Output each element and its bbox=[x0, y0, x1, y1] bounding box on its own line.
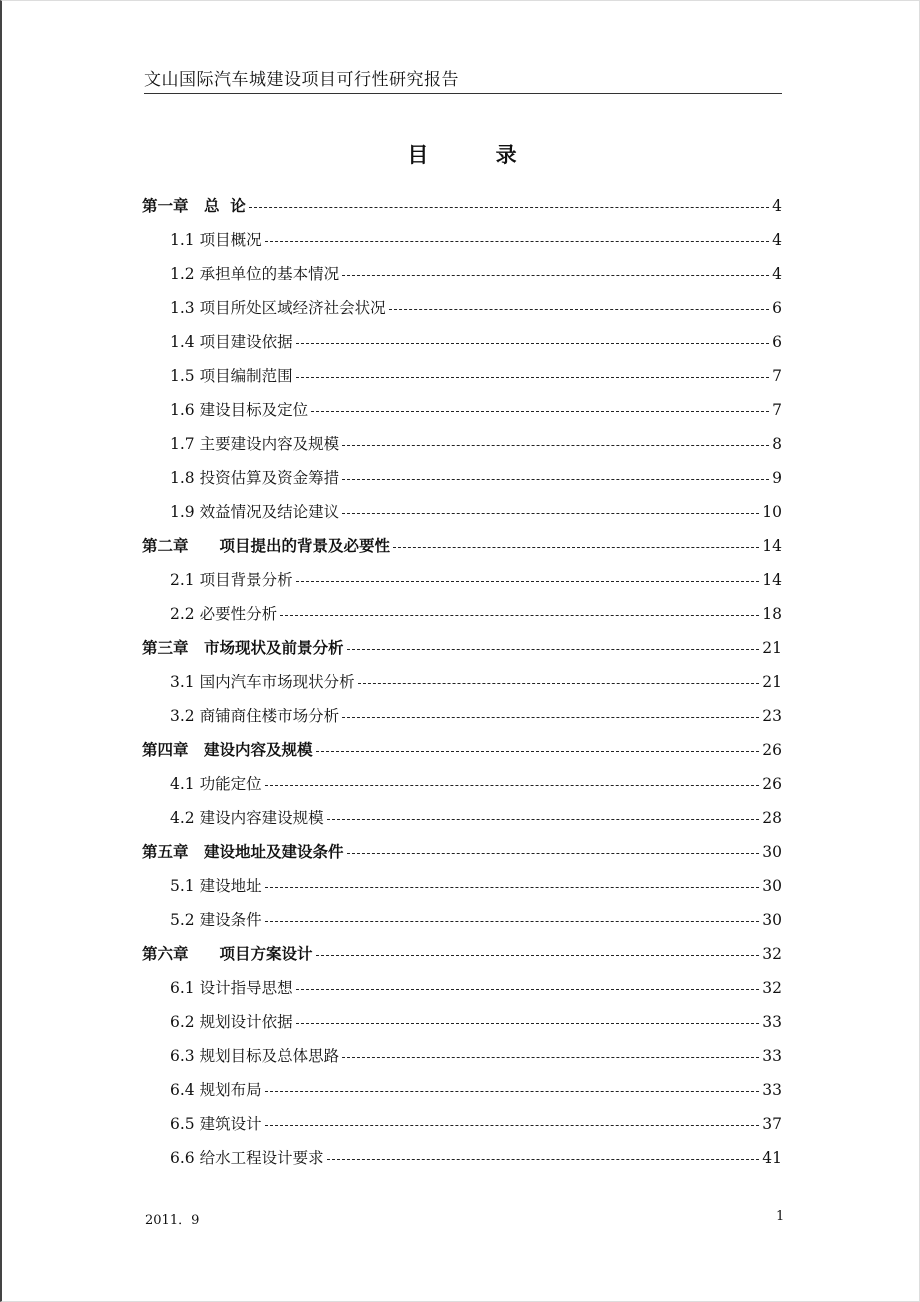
toc-entry-label: 2.2 必要性分析 bbox=[170, 605, 278, 623]
toc-leader-dots bbox=[265, 886, 760, 888]
toc-leader-dots bbox=[316, 750, 760, 752]
toc-entry-page: 7 bbox=[772, 401, 782, 419]
toc-entry-page: 14 bbox=[762, 571, 782, 589]
toc-entry-page: 33 bbox=[762, 1013, 782, 1031]
toc-leader-dots bbox=[311, 410, 769, 412]
footer-page-number: 1 bbox=[776, 1209, 785, 1224]
toc-entry-label: 1.5 项目编制范围 bbox=[170, 367, 293, 385]
toc-leader-dots bbox=[342, 444, 769, 446]
toc-entry-label: 6.6 给水工程设计要求 bbox=[170, 1149, 324, 1167]
toc-section-entry[interactable] bbox=[142, 1005, 782, 1039]
toc-entry-label: 6.2 规划设计依据 bbox=[170, 1013, 293, 1031]
toc-section-entry[interactable] bbox=[142, 1141, 782, 1175]
toc-entry-page: 33 bbox=[762, 1081, 782, 1099]
toc-entry-page: 32 bbox=[762, 945, 782, 963]
toc-entry-page: 33 bbox=[762, 1047, 782, 1065]
toc-entry-page: 37 bbox=[762, 1115, 782, 1133]
toc-entry-page: 21 bbox=[762, 639, 782, 657]
toc-entry-label: 1.6 建设目标及定位 bbox=[170, 401, 309, 419]
toc-leader-dots bbox=[347, 648, 760, 650]
toc-section-entry[interactable] bbox=[142, 325, 782, 359]
toc-entry-label: 第六章 项目方案设计 bbox=[142, 945, 313, 963]
toc-entry-page: 30 bbox=[762, 877, 782, 895]
toc-section-entry[interactable] bbox=[142, 1073, 782, 1107]
toc-leader-dots bbox=[265, 784, 760, 786]
toc-section-entry[interactable] bbox=[142, 665, 782, 699]
toc-entry-page: 10 bbox=[762, 503, 782, 521]
toc-entry-page: 21 bbox=[762, 673, 782, 691]
toc-leader-dots bbox=[327, 1158, 760, 1160]
toc-entry-label: 第五章 建设地址及建设条件 bbox=[142, 843, 344, 861]
toc-entry-label: 1.4 项目建设依据 bbox=[170, 333, 293, 351]
toc-entry-page: 4 bbox=[772, 197, 782, 215]
toc-entry-label: 第一章 总 论 bbox=[142, 197, 246, 215]
toc-leader-dots bbox=[296, 342, 769, 344]
toc-section-entry[interactable] bbox=[142, 393, 782, 427]
toc-leader-dots bbox=[342, 274, 769, 276]
toc-entry-page: 30 bbox=[762, 911, 782, 929]
toc-entry-page: 23 bbox=[762, 707, 782, 725]
toc-leader-dots bbox=[280, 614, 759, 616]
toc-entry-label: 1.2 承担单位的基本情况 bbox=[170, 265, 340, 283]
toc-leader-dots bbox=[393, 546, 759, 548]
toc-section-entry[interactable] bbox=[142, 597, 782, 631]
toc-entry-label: 第二章 项目提出的背景及必要性 bbox=[142, 537, 391, 555]
toc-entry-label: 6.5 建筑设计 bbox=[170, 1115, 262, 1133]
toc-entry-label: 1.3 项目所处区域经济社会状况 bbox=[170, 299, 386, 317]
toc-entry-label: 1.7 主要建设内容及规模 bbox=[170, 435, 340, 453]
toc-leader-dots bbox=[342, 716, 759, 718]
toc-entry-label: 第四章 建设内容及规模 bbox=[142, 741, 313, 759]
table-of-contents bbox=[142, 189, 782, 1175]
toc-entry-label: 4.1 功能定位 bbox=[170, 775, 262, 793]
toc-section-entry[interactable] bbox=[142, 495, 782, 529]
toc-entry-page: 26 bbox=[762, 775, 782, 793]
toc-entry-label: 1.8 投资估算及资金筹措 bbox=[170, 469, 340, 487]
toc-leader-dots bbox=[342, 1056, 759, 1058]
toc-leader-dots bbox=[249, 206, 769, 208]
toc-chapter-entry[interactable] bbox=[142, 529, 782, 563]
toc-entry-page: 32 bbox=[762, 979, 782, 997]
toc-entry-label: 5.1 建设地址 bbox=[170, 877, 262, 895]
toc-section-entry[interactable] bbox=[142, 427, 782, 461]
toc-section-entry[interactable] bbox=[142, 461, 782, 495]
toc-section-entry[interactable] bbox=[142, 223, 782, 257]
toc-section-entry[interactable] bbox=[142, 767, 782, 801]
toc-entry-label: 3.2 商铺商住楼市场分析 bbox=[170, 707, 340, 725]
toc-section-entry[interactable] bbox=[142, 359, 782, 393]
toc-entry-label: 2.1 项目背景分析 bbox=[170, 571, 293, 589]
toc-leader-dots bbox=[342, 478, 769, 480]
toc-section-entry[interactable] bbox=[142, 699, 782, 733]
toc-leader-dots bbox=[358, 682, 760, 684]
toc-entry-label: 4.2 建设内容建设规模 bbox=[170, 809, 324, 827]
toc-entry-label: 1.9 效益情况及结论建议 bbox=[170, 503, 340, 521]
toc-section-entry[interactable] bbox=[142, 869, 782, 903]
toc-entry-label: 6.3 规划目标及总体思路 bbox=[170, 1047, 340, 1065]
toc-leader-dots bbox=[347, 852, 760, 854]
toc-section-entry[interactable] bbox=[142, 971, 782, 1005]
toc-title: 目 录 bbox=[407, 143, 547, 167]
toc-entry-page: 28 bbox=[762, 809, 782, 827]
toc-section-entry[interactable] bbox=[142, 801, 782, 835]
toc-entry-label: 6.1 设计指导思想 bbox=[170, 979, 293, 997]
footer-date: 2011．9 bbox=[145, 1213, 200, 1228]
toc-entry-page: 26 bbox=[762, 741, 782, 759]
toc-section-entry[interactable] bbox=[142, 291, 782, 325]
toc-chapter-entry[interactable] bbox=[142, 631, 782, 665]
toc-leader-dots bbox=[296, 1022, 760, 1024]
toc-entry-page: 14 bbox=[762, 537, 782, 555]
toc-leader-dots bbox=[265, 1090, 760, 1092]
toc-leader-dots bbox=[296, 580, 760, 582]
toc-entry-page: 4 bbox=[772, 231, 782, 249]
toc-entry-page: 8 bbox=[772, 435, 782, 453]
toc-section-entry[interactable] bbox=[142, 257, 782, 291]
toc-entry-page: 6 bbox=[772, 299, 782, 317]
toc-leader-dots bbox=[327, 818, 760, 820]
toc-entry-label: 第三章 市场现状及前景分析 bbox=[142, 639, 344, 657]
toc-leader-dots bbox=[389, 308, 769, 310]
toc-entry-page: 18 bbox=[762, 605, 782, 623]
toc-entry-page: 6 bbox=[772, 333, 782, 351]
toc-section-entry[interactable] bbox=[142, 903, 782, 937]
toc-chapter-entry[interactable] bbox=[142, 733, 782, 767]
toc-entry-page: 41 bbox=[762, 1149, 782, 1167]
toc-entry-label: 5.2 建设条件 bbox=[170, 911, 262, 929]
toc-leader-dots bbox=[316, 954, 760, 956]
running-header: 文山国际汽车城建设项目可行性研究报告 bbox=[144, 65, 782, 94]
toc-section-entry[interactable] bbox=[142, 1039, 782, 1073]
toc-entry-page: 7 bbox=[772, 367, 782, 385]
toc-leader-dots bbox=[265, 240, 769, 242]
toc-entry-page: 9 bbox=[772, 469, 782, 487]
toc-entry-page: 4 bbox=[772, 265, 782, 283]
toc-leader-dots bbox=[296, 376, 769, 378]
toc-entry-label: 6.4 规划布局 bbox=[170, 1081, 262, 1099]
toc-leader-dots bbox=[342, 512, 759, 514]
toc-chapter-entry[interactable] bbox=[142, 189, 782, 223]
toc-chapter-entry[interactable] bbox=[142, 835, 782, 869]
toc-entry-page: 30 bbox=[762, 843, 782, 861]
toc-leader-dots bbox=[265, 1124, 760, 1126]
toc-chapter-entry[interactable] bbox=[142, 937, 782, 971]
toc-leader-dots bbox=[265, 920, 760, 922]
toc-section-entry[interactable] bbox=[142, 563, 782, 597]
toc-entry-label: 3.1 国内汽车市场现状分析 bbox=[170, 673, 355, 691]
toc-section-entry[interactable] bbox=[142, 1107, 782, 1141]
toc-entry-label: 1.1 项目概况 bbox=[170, 231, 262, 249]
toc-leader-dots bbox=[296, 988, 760, 990]
